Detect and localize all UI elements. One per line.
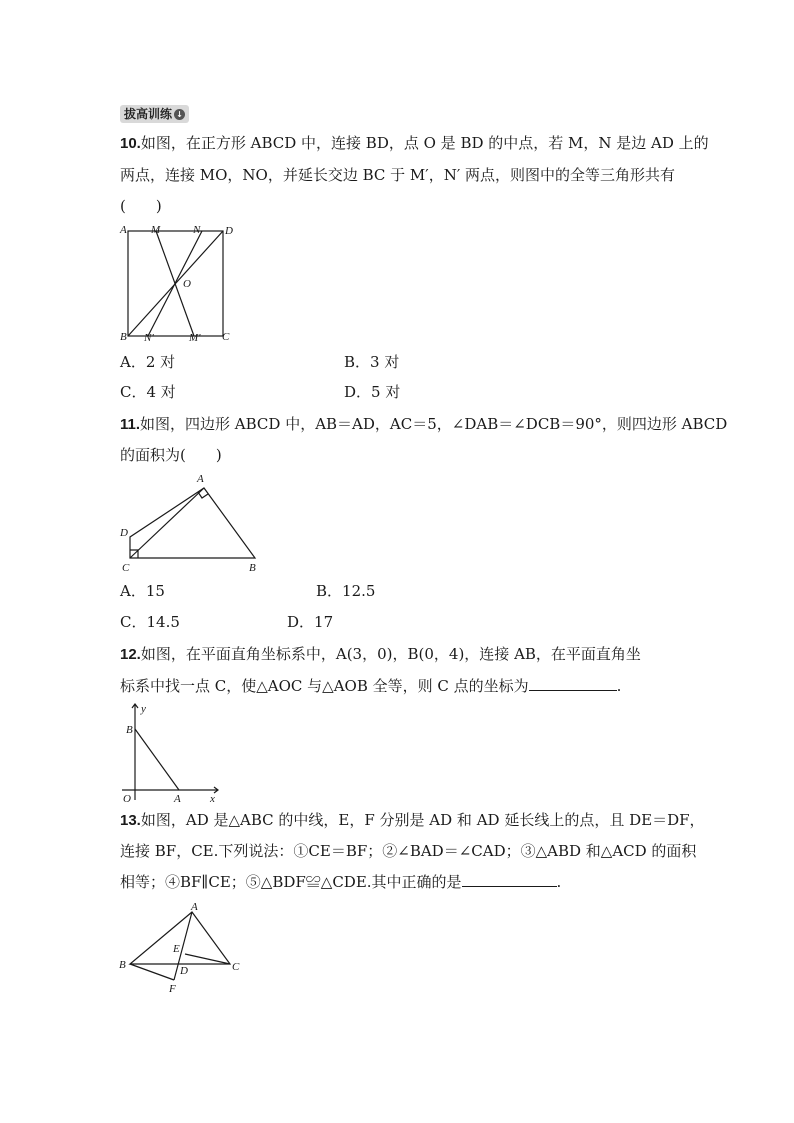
q10-option-c[interactable]: C．4 对 bbox=[120, 383, 176, 401]
q12-label-x: x bbox=[210, 793, 215, 805]
q11-label-a: A bbox=[197, 473, 204, 485]
q10-option-b[interactable]: B．3 对 bbox=[344, 353, 400, 371]
q13-text-line3: 相等；④BF∥CE；⑤△BDF≌△CDE.其中正确的是 bbox=[120, 873, 462, 891]
q10-label-o: O bbox=[183, 278, 191, 290]
q13-answer-blank[interactable] bbox=[462, 872, 557, 887]
q11-option-c[interactable]: C．14.5 bbox=[120, 613, 180, 631]
q12-text-line1: 如图，在平面直角坐标系中，A(3，0)，B(0，4)，连接 AB，在平面直角坐 bbox=[140, 645, 641, 663]
q10-label-n: N bbox=[193, 224, 201, 236]
q11-option-b[interactable]: B．12.5 bbox=[316, 582, 376, 600]
q10-text-line2: 两点，连接 MO，NO，并延长交边 BC 于 M′，N′ 两点，则图中的全等三角形共有 bbox=[120, 166, 675, 184]
q10-label-m: M bbox=[151, 224, 161, 236]
q12-label-y: y bbox=[141, 703, 146, 715]
q13-label-c: C bbox=[232, 961, 240, 973]
q13-text-line2: 连接 BF，CE.下列说法：①CE＝BF；②∠BAD＝∠CAD；③△ABD 和△ACD 的面积 bbox=[120, 842, 697, 860]
q10-option-d[interactable]: D．5 对 bbox=[344, 383, 401, 401]
q10-option-a[interactable]: A．2 对 bbox=[120, 353, 176, 371]
q10-label-n-prime: N′ bbox=[144, 332, 154, 344]
q10-label-a: A bbox=[120, 224, 127, 236]
q12-line1 bbox=[120, 644, 641, 665]
q10-text-line3: ( ) bbox=[120, 197, 162, 215]
q11-text-line1: 如图，四边形 ABCD 中，AB＝AD，AC＝5，∠DAB＝∠DCB＝90°，则四边形 ABCD bbox=[140, 415, 728, 433]
q12-segment-ab bbox=[135, 729, 179, 790]
q12-answer-blank[interactable] bbox=[529, 676, 617, 691]
q13-label-b: B bbox=[119, 959, 126, 971]
q13-label-a: A bbox=[191, 901, 198, 913]
q12-number: 12. bbox=[120, 646, 141, 663]
q11-option-d[interactable]: D．17 bbox=[287, 613, 334, 631]
q13-number: 13. bbox=[120, 812, 141, 829]
q11-option-a[interactable]: A．15 bbox=[120, 582, 165, 600]
q10-line1 bbox=[120, 133, 709, 154]
q12-label-b: B bbox=[126, 724, 133, 736]
q13-label-d: D bbox=[180, 965, 188, 977]
section-badge-label: 拔高训练 bbox=[124, 107, 173, 121]
q10-label-m-prime: M′ bbox=[189, 332, 201, 344]
section-badge bbox=[120, 105, 189, 123]
q13-line3-end: . bbox=[556, 873, 562, 891]
q12-label-a: A bbox=[174, 793, 181, 805]
q10-label-b: B bbox=[120, 331, 127, 343]
q13-segment-bf bbox=[130, 964, 174, 980]
q10-label-d: D bbox=[225, 225, 233, 237]
q12-text-line2: 标系中找一点 C，使△AOC 与△AOB 全等，则 C 点的坐标为 bbox=[120, 677, 529, 695]
q11-label-b: B bbox=[249, 562, 256, 574]
q13-label-f: F bbox=[169, 983, 176, 995]
q13-line3 bbox=[120, 872, 561, 892]
q10-line-nn bbox=[148, 231, 202, 336]
q11-line1 bbox=[120, 414, 727, 435]
q11-text-line2: 的面积为( ) bbox=[120, 446, 222, 464]
q11-number: 11. bbox=[120, 416, 141, 433]
q12-line2-end: . bbox=[616, 677, 622, 695]
q10-figure bbox=[118, 220, 248, 345]
q13-label-e: E bbox=[173, 943, 180, 955]
q12-line2 bbox=[120, 676, 621, 696]
q11-figure bbox=[115, 470, 265, 575]
q10-label-c: C bbox=[222, 331, 230, 343]
q10-text-line1: 如图，在正方形 ABCD 中，连接 BD，点 O 是 BD 的中点，若 M，N 是边 AD 上的 bbox=[140, 134, 709, 152]
q13-line1 bbox=[120, 810, 705, 831]
q11-label-d: D bbox=[120, 527, 128, 539]
q11-diagonal-ac bbox=[130, 488, 204, 558]
q10-number: 10. bbox=[120, 135, 141, 152]
q11-label-c: C bbox=[122, 562, 130, 574]
circle-arrow-icon: ↓ bbox=[174, 109, 185, 120]
q12-figure bbox=[118, 700, 223, 805]
q13-text-line1: 如图，AD 是△ABC 的中线，E，F 分别是 AD 和 AD 延长线上的点，且 DE＝DF， bbox=[140, 811, 705, 829]
q13-figure bbox=[115, 900, 245, 995]
q12-label-o: O bbox=[123, 793, 131, 805]
